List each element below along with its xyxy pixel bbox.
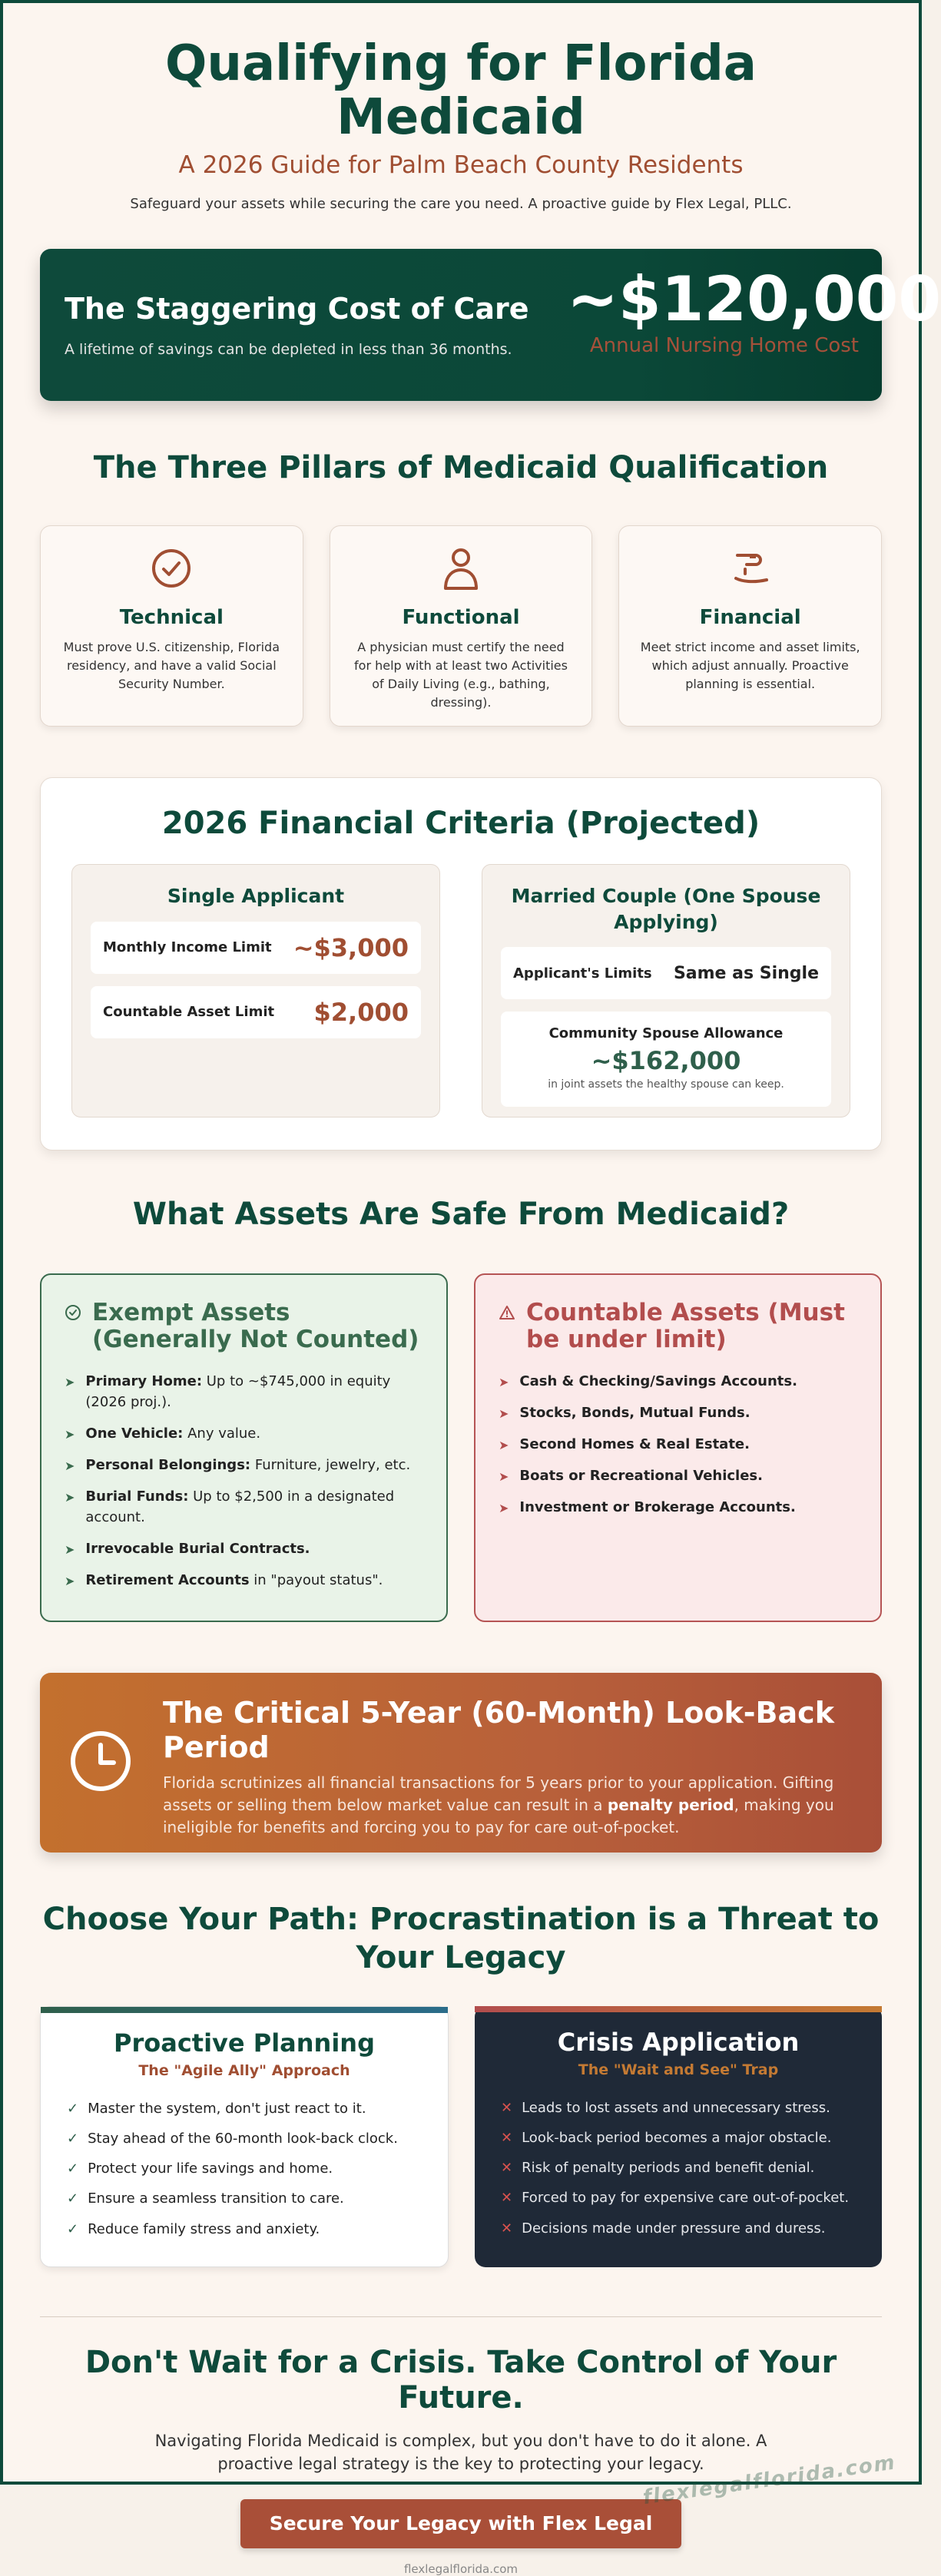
married-title: Married Couple (One Spouse Applying) (511, 884, 821, 933)
list-item: ✓ Ensure a seamless transition to care. (67, 2189, 422, 2208)
pillars-row (40, 525, 882, 727)
money-hand-icon (619, 546, 881, 591)
x-icon: ✕ (501, 2099, 513, 2116)
proactive-title: Proactive Planning (114, 2028, 375, 2058)
site-link[interactable]: flexlegalflorida.com (403, 2561, 519, 2576)
divider (40, 2316, 882, 2317)
clock-icon (69, 1730, 132, 1796)
list-item: ➤ Burial Funds: Up to $2,500 in a designated account. (65, 1486, 423, 1528)
applicant-limits-row (501, 947, 831, 999)
secure-legacy-button[interactable]: Secure Your Legacy with Flex Legal (240, 2499, 681, 2548)
page-subtitle: A 2026 Guide for Palm Beach County Residents (178, 151, 744, 179)
arrow-icon: ➤ (65, 1490, 75, 1505)
married-couple-panel (482, 864, 850, 1117)
arrow-icon: ➤ (65, 1542, 75, 1558)
proactive-planning-card (40, 2006, 449, 2267)
list-item: ➤ Second Homes & Real Estate. (499, 1434, 857, 1455)
proactive-subtitle: The "Agile Ally" Approach (138, 2061, 350, 2079)
arrow-icon: ➤ (499, 1469, 509, 1485)
list-item: ➤ Retirement Accounts in "payout status". (65, 1570, 423, 1591)
list-item: ✕ Risk of penalty periods and benefit denial. (501, 2158, 856, 2177)
applicant-limits-label: Applicant's Limits (513, 965, 652, 982)
assets-row (40, 1273, 882, 1622)
lookback-title: The Critical 5-Year (60-Month) Look-Back Period (163, 1695, 834, 1765)
exempt-assets-card (40, 1273, 448, 1622)
list-item: ✓ Master the system, don't just react to it. (67, 2099, 422, 2118)
list-item: ➤ Stocks, Bonds, Mutual Funds. (499, 1402, 857, 1423)
x-icon: ✕ (501, 2160, 513, 2177)
list-item: ➤ One Vehicle: Any value. (65, 1423, 423, 1444)
check-icon: ✓ (67, 2130, 79, 2147)
pillars-heading: The Three Pillars of Medicaid Qualification (93, 449, 829, 485)
cta-text: Navigating Florida Medicaid is complex, but you don't have to do it alone. A proactive legal strategy is the key to protecting your legacy. (154, 2431, 767, 2474)
list-item: ➤ Irrevocable Burial Contracts. (65, 1538, 423, 1559)
arrow-icon: ➤ (65, 1427, 75, 1442)
single-title: Single Applicant (167, 884, 345, 907)
cost-value: ~$120,000 (567, 263, 941, 335)
arrow-icon: ➤ (499, 1406, 509, 1422)
list-item: ✓ Protect your life savings and home. (67, 2159, 422, 2178)
page-title: Qualifying for Florida Medicaid (165, 35, 757, 147)
list-item: ✕ Forced to pay for expensive care out-of-pocket. (501, 2188, 856, 2207)
pillar-title: Technical (119, 605, 224, 629)
check-icon: ✓ (67, 2190, 79, 2207)
income-limit-row (91, 922, 421, 974)
list-item: ✕ Look-back period becomes a major obstacle. (501, 2128, 856, 2147)
pillar-financial (618, 525, 882, 727)
list-item: ➤ Primary Home: Up to ~$745,000 in equity (2026 proj.). (65, 1371, 423, 1412)
arrow-icon: ➤ (65, 1459, 75, 1474)
crisis-title: Crisis Application (557, 2027, 800, 2057)
financial-heading: 2026 Financial Criteria (Projected) (161, 805, 760, 841)
check-circle-icon (65, 1304, 81, 1324)
list-item: ➤ Investment or Brokerage Accounts. (499, 1497, 857, 1518)
countable-list (499, 1371, 857, 1518)
crisis-application-card (475, 2006, 882, 2267)
cta-heading: Don't Wait for a Crisis. Take Control of Your Future. (84, 2344, 837, 2415)
spouse-allowance-note: in joint assets the healthy spouse can keep. (548, 1078, 784, 1091)
watermark: flexlegalflorida.com (641, 2451, 897, 2510)
list-item: ➤ Cash & Checking/Savings Accounts. (499, 1371, 857, 1392)
spouse-allowance-label: Community Spouse Allowance (548, 1025, 784, 1042)
x-icon: ✕ (501, 2129, 513, 2146)
list-item: ✕ Decisions made under pressure and duress. (501, 2219, 856, 2238)
check-icon: ✓ (67, 2100, 79, 2117)
income-limit-value: ~$3,000 (293, 932, 409, 962)
exempt-title: Exempt Assets (Generally Not Counted) (92, 1298, 419, 1354)
arrow-icon: ➤ (499, 1501, 509, 1516)
pillar-title: Functional (402, 605, 520, 629)
list-item: ✕ Leads to lost assets and unnecessary stress. (501, 2098, 856, 2117)
list-item: ➤ Boats or Recreational Vehicles. (499, 1465, 857, 1486)
income-limit-label: Monthly Income Limit (103, 939, 272, 956)
arrow-icon: ➤ (499, 1375, 509, 1390)
cost-of-care-banner (40, 249, 941, 401)
cost-title: The Staggering Cost of Care (65, 291, 529, 326)
arrow-icon: ➤ (499, 1438, 509, 1453)
arrow-icon: ➤ (65, 1574, 75, 1589)
asset-limit-row (91, 986, 421, 1038)
cost-subtitle: A lifetime of savings can be depleted in less than 36 months. (65, 340, 512, 358)
spouse-allowance-value: ~$162,000 (591, 1046, 741, 1076)
assets-heading: What Assets Are Safe From Medicaid? (132, 1196, 790, 1232)
list-item: ➤ Personal Belongings: Furniture, jewelry, etc. (65, 1455, 423, 1475)
asset-limit-label: Countable Asset Limit (103, 1004, 275, 1021)
pillar-title: Financial (699, 605, 801, 629)
crisis-list (501, 2098, 856, 2238)
check-icon: ✓ (67, 2220, 79, 2237)
spouse-allowance-box (501, 1012, 831, 1107)
pillar-desc: A physician must certify the need for help with at least two Activities of Daily Living (e.g., bathing, dressing). (354, 639, 568, 710)
lookback-banner (40, 1673, 882, 1853)
check-icon: ✓ (67, 2160, 79, 2177)
single-applicant-panel (71, 864, 440, 1117)
person-icon (330, 546, 592, 591)
lookback-text: Florida scrutinizes all financial transactions for 5 years prior to your application. Gifting assets or selling them below market value can result in a penalty period, making you ineligible for benefits and forcing you to pay for care out-of-pocket. (163, 1773, 834, 1836)
exempt-list (65, 1371, 423, 1591)
x-icon: ✕ (501, 2220, 513, 2237)
list-item: ✓ Stay ahead of the 60-month look-back clock. (67, 2129, 422, 2148)
intro-text: Safeguard your assets while securing the care you need. A proactive guide by Flex Legal, PLLC. (130, 195, 792, 212)
x-icon: ✕ (501, 2190, 513, 2207)
pillar-desc: Meet strict income and asset limits, which adjust annually. Proactive planning is essential. (640, 639, 860, 691)
arrow-icon: ➤ (65, 1375, 75, 1390)
crisis-subtitle: The "Wait and See" Trap (578, 2061, 779, 2078)
paths-row (40, 2006, 882, 2267)
pillar-functional (330, 525, 593, 727)
list-item: ✓ Reduce family stress and anxiety. (67, 2220, 422, 2239)
financial-criteria-card (40, 777, 882, 1151)
check-circle-icon (41, 546, 303, 591)
asset-limit-value: $2,000 (313, 997, 409, 1027)
countable-assets-card (474, 1273, 882, 1622)
proactive-list (67, 2099, 422, 2239)
paths-heading: Choose Your Path: Procrastination is a Threat to Your Legacy (42, 1901, 880, 1975)
pillar-technical (40, 525, 303, 727)
pillar-desc: Must prove U.S. citizenship, Florida residency, and have a valid Social Security Number. (63, 639, 280, 691)
countable-title: Countable Assets (Must be under limit) (526, 1298, 845, 1354)
cost-label: Annual Nursing Home Cost (589, 333, 859, 357)
warning-icon (499, 1304, 515, 1324)
applicant-limits-value: Same as Single (673, 963, 819, 983)
